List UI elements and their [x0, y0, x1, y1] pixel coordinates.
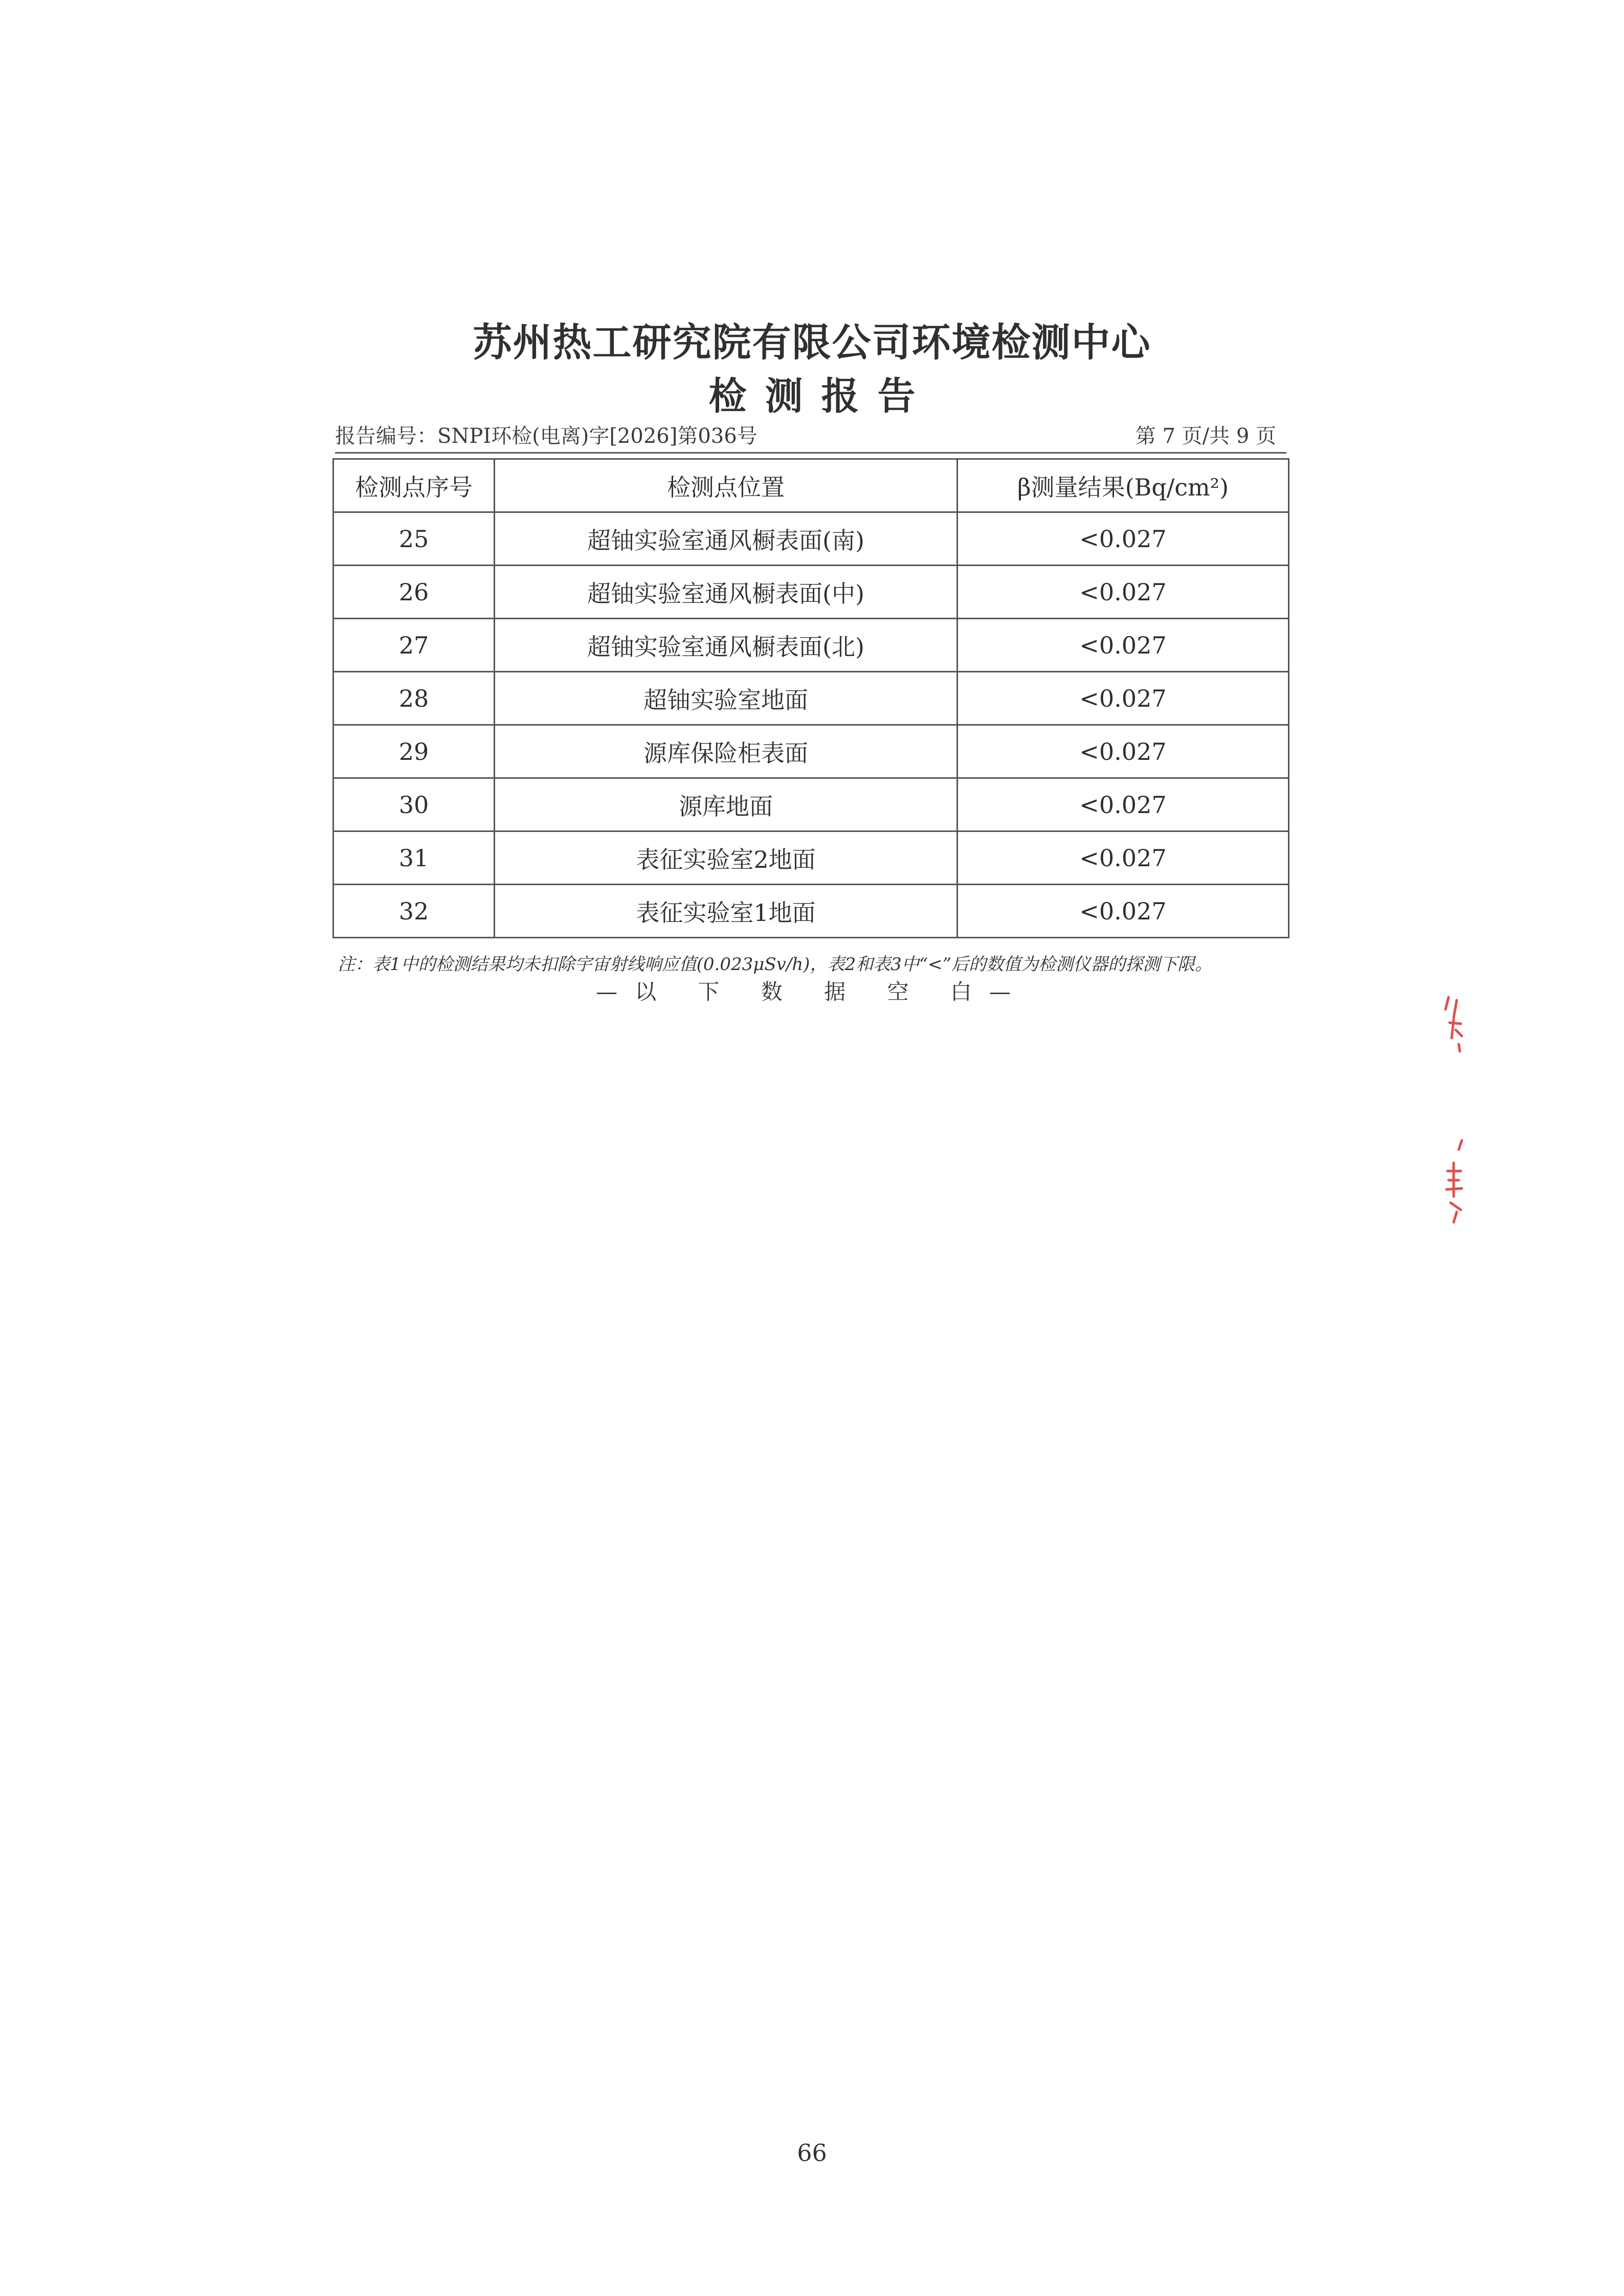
table-note: 注：表1中的检测结果均未扣除宇宙射线响应值(0.023μSv/h)，表2和表3中“<”后的数值为检测仪器的探测下限。: [338, 954, 1212, 975]
table-row: [333, 831, 1289, 885]
point-number: 26: [333, 566, 495, 619]
point-number: 27: [333, 619, 495, 672]
point-location: 表征实验室1地面: [495, 885, 958, 938]
beta-result: <0.027: [958, 619, 1289, 672]
point-location: 源库地面: [495, 778, 958, 831]
end-of-data-marker: —以 下 数 据 空 白—: [596, 979, 1028, 1004]
point-number: 30: [333, 778, 495, 831]
point-number: 32: [333, 885, 495, 938]
page-info: 第 7 页/共 9 页: [1135, 424, 1276, 448]
header-divider: [335, 452, 1286, 454]
beta-result: <0.027: [958, 778, 1289, 831]
table-row: [333, 725, 1289, 778]
point-location: 超铀实验室通风橱表面(南): [495, 512, 958, 566]
header-beta-result: β测量结果(Bq/cm²): [958, 459, 1289, 512]
table-row: [333, 778, 1289, 831]
beta-result: <0.027: [958, 566, 1289, 619]
table-row: [333, 512, 1289, 566]
page-number: 66: [797, 2139, 827, 2167]
point-location: 超铀实验室地面: [495, 672, 958, 725]
report-meta-line: [335, 422, 1286, 451]
header-point-number: 检测点序号: [333, 459, 495, 512]
table-header-row: [333, 459, 1289, 512]
point-location: 源库保险柜表面: [495, 725, 958, 778]
red-seal-fragment: [1438, 987, 1469, 1227]
point-number: 28: [333, 672, 495, 725]
header-point-location: 检测点位置: [495, 459, 958, 512]
beta-result: <0.027: [958, 725, 1289, 778]
beta-result: <0.027: [958, 512, 1289, 566]
table-row: [333, 619, 1289, 672]
table-row: [333, 672, 1289, 725]
organization-title: 苏州热工研究院有限公司环境检测中心: [473, 320, 1151, 365]
point-number: 29: [333, 725, 495, 778]
table-row: [333, 885, 1289, 938]
table-row: [333, 566, 1289, 619]
document-title: 检测报告: [708, 374, 934, 418]
report-number: 报告编号：SNPI环检(电离)字[2026]第036号: [335, 424, 758, 448]
point-location: 超铀实验室通风橱表面(北): [495, 619, 958, 672]
beta-result: <0.027: [958, 885, 1289, 938]
point-number: 31: [333, 831, 495, 885]
beta-result: <0.027: [958, 672, 1289, 725]
beta-result: <0.027: [958, 831, 1289, 885]
results-table: [332, 458, 1289, 938]
point-location: 超铀实验室通风橱表面(中): [495, 566, 958, 619]
point-number: 25: [333, 512, 495, 566]
point-location: 表征实验室2地面: [495, 831, 958, 885]
